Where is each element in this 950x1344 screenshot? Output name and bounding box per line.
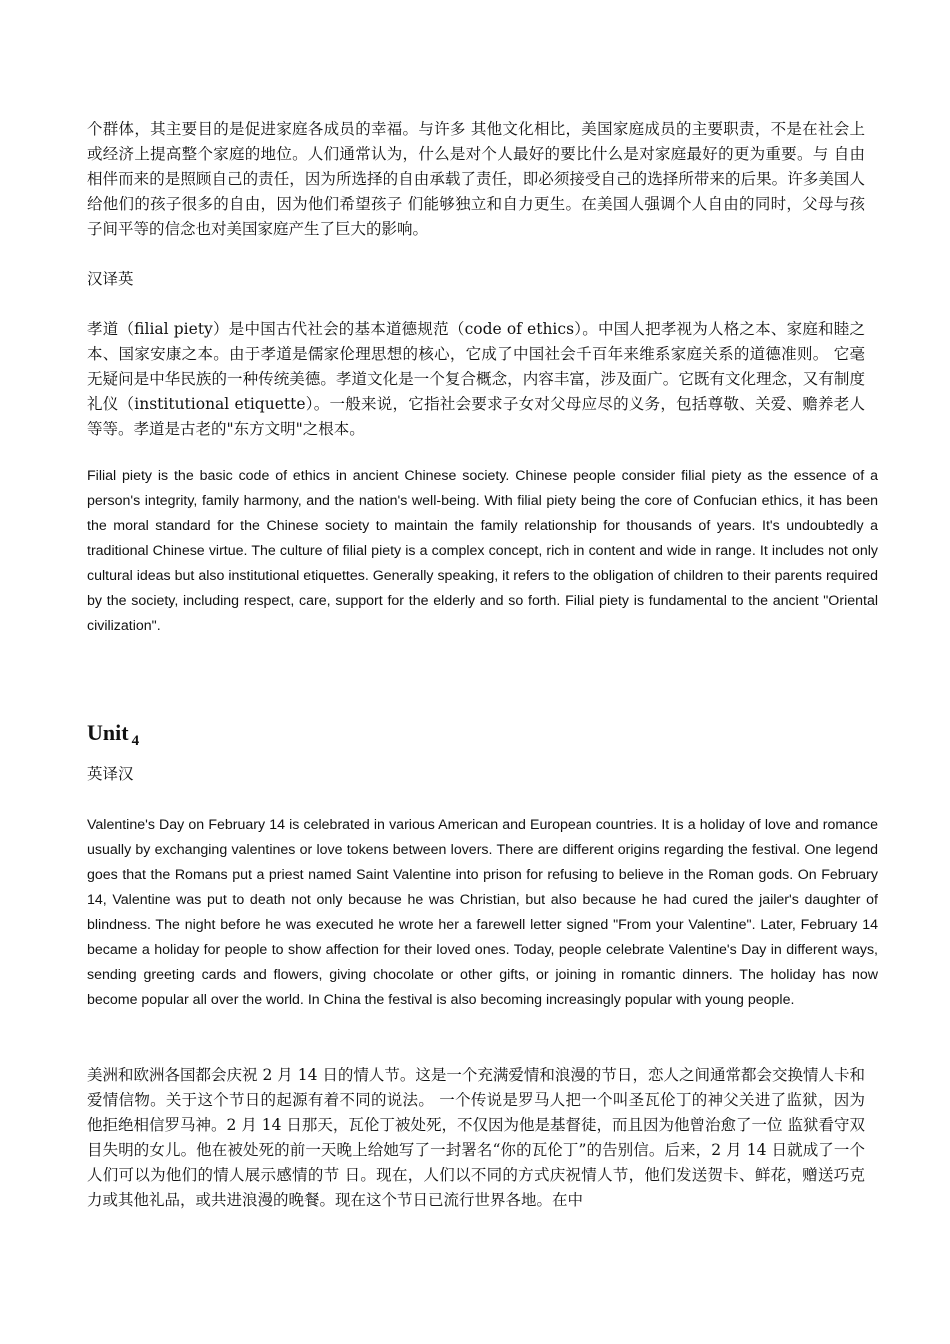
paragraph-family-values-zh: 个群体，其主要目的是促进家庭各成员的幸福。与许多 其他文化相比，美国家庭成员的主要职责，不是在社会上或经济上提高整个家庭的地位。人们通常认为，什么是对个人最好的要比什么是对家庭最好的更为重要。与 自由相伴而来的是照顾自己的责任，因为所选择的自由承载了责任，即必须接受自己的选择所带来的后果。许多美国人给他们的孩子很多的自由，因为他们希望孩子 们能够独立和自力更生。在美国人强调个人自由的同时，父母与孩子间平等的信念也对美国家庭产生了巨大的影响。: [87, 120, 865, 238]
section-label-english-to-chinese: 英译汉: [87, 765, 134, 783]
paragraph-filial-piety-zh: 孝道（filial piety）是中国古代社会的基本道德规范（code of ethics）。中国人把孝视为人格之本、家庭和睦之本、国家安康之本。由于孝道是儒家伦理思想的核心，它成了中国社会千百年来维系家庭关系的道德准则。 它毫无疑问是中华民族的一种传统美德。孝道文化是一个复合概念，内容丰富，涉及面广。它既有文化理念，又有制度礼仪（institutional etiquette）。一般来说，它指社会要求子女对父母应尽的义务，包括尊敬、关爱、赡养老人等等。孝道是古老的"东方文明"之根本。: [87, 320, 865, 438]
paragraph-valentines-en: Valentine's Day on February 14 is celebrated in various American and European countries. It is a holiday of love and romance usually by exchanging valentines or love tokens between lovers. There are different origins regarding the festival. One legend goes that the Romans put a priest named Saint Valentine into prison for refusing to believe in the Roman gods. On February 14, Valentine was put to death not only because he was Christian, but also because he had cured the jailer's daughter of blindness. The night before he was executed he wrote her a farewell letter signed "From your Valentine". Later, February 14 became a holiday for people to show affection for their loved ones. Today, people celebrate Valentine's Day in different ways, sending greeting cards and flowers, giving chocolate or other gifts, or joining in romantic dinners. The holiday has now become popular all over the world. In China the festival is also becoming increasingly popular with young people.: [87, 817, 878, 1008]
unit-number: 4: [131, 733, 140, 749]
paragraph-filial-piety-en: Filial piety is the basic code of ethics in ancient Chinese society. Chinese people consider filial piety as the essence of a person's integrity, family harmony, and the nation's well-being. With filial piety being the core of Confucian ethics, it has been the moral standard for the Chinese society to maintain the family relationship for thousands of years. It's undoubtedly a traditional Chinese virtue. The culture of filial piety is a complex concept, rich in content and wide in range. It includes not only cultural ideas but also institutional etiquettes. Generally speaking, it refers to the obligation of children to their parents required by the society, including respect, care, support for the elderly and so forth. Filial piety is fundamental to the ancient "Oriental civilization".: [87, 468, 878, 634]
paragraph-valentines-zh: 美洲和欧洲各国都会庆祝 2 月 14 日的情人节。这是一个充满爱情和浪漫的节日，恋人之间通常都会交换情人卡和爱情信物。关于这个节日的起源有着不同的说法。 一个传说是罗马人把一个叫圣瓦伦丁的神父关进了监狱，因为他拒绝相信罗马神。2 月 14 日那天，瓦伦丁被处死，不仅因为他是基督徒，而且因为他曾治愈了一位 监狱看守双目失明的女儿。他在被处死的前一天晚上给她写了一封署名“你的瓦伦丁”的告别信。后来，2 月 14 日就成了一个人们可以为他们的情人展示感情的节 日。现在，人们以不同的方式庆祝情人节，他们发送贺卡、鲜花，赠送巧克力或其他礼品，或共进浪漫的晚餐。现在这个节日已流行世界各地。在中: [87, 1066, 865, 1209]
unit-title: Unit: [87, 720, 129, 745]
unit-heading: [87, 718, 139, 756]
section-label-chinese-to-english: 汉译英: [87, 270, 134, 288]
